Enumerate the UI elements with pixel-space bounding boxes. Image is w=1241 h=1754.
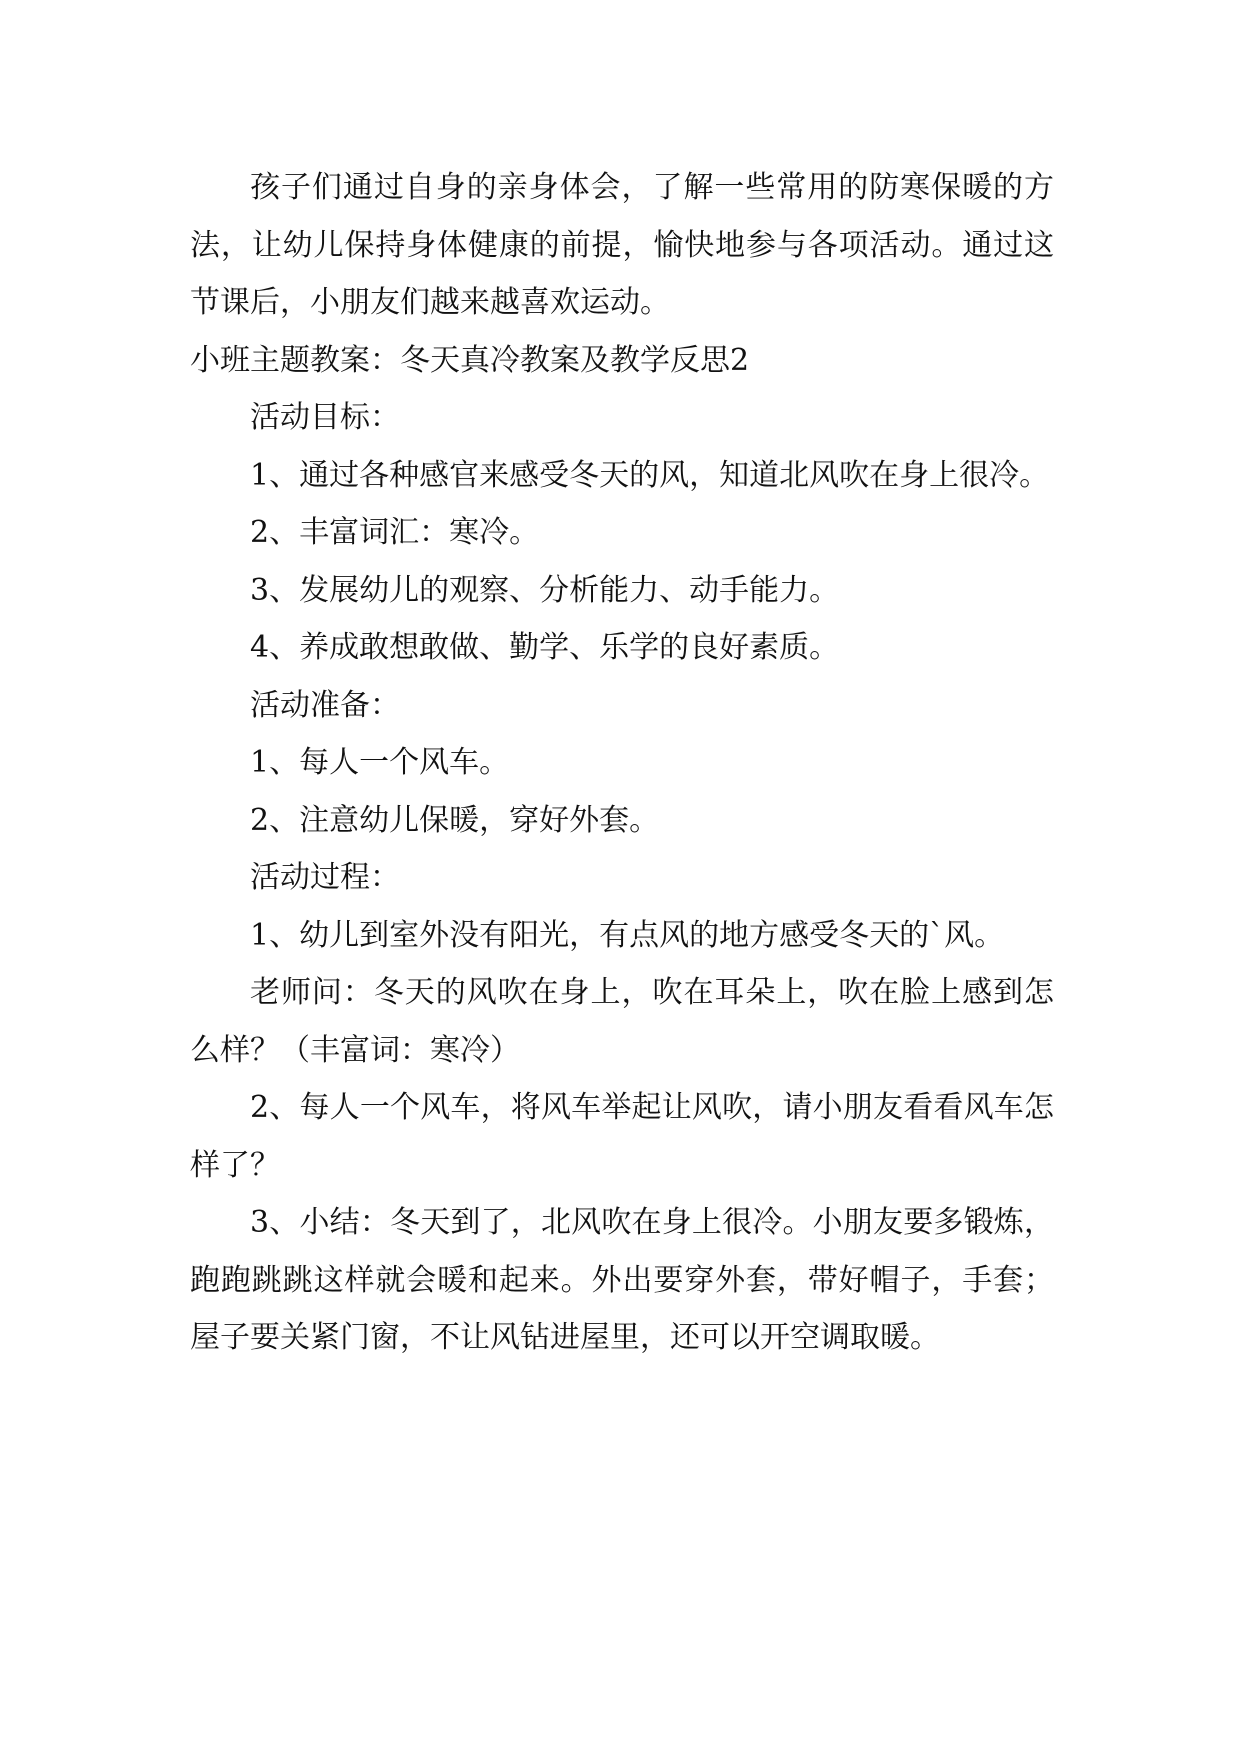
process-step-1: 1、幼儿到室外没有阳光，有点风的地方感受冬天的`风。 bbox=[250, 917, 1005, 953]
heading-activity-process: 活动过程： bbox=[250, 860, 400, 895]
goal-item-3: 3、发展幼儿的观察、分析能力、动手能力。 bbox=[250, 572, 840, 608]
process-step-2: 2、每人一个风车，将风车举起让风吹，请小朋友看看风车怎样了？ bbox=[190, 1090, 1054, 1183]
heading-activity-preparation: 活动准备： bbox=[250, 687, 400, 723]
heading-activity-goals: 活动目标： bbox=[250, 400, 400, 435]
paragraph-intro-summary: 孩子们通过自身的亲身体会，了解一些常用的防寒保暖的方法，让幼儿保持身体健康的前提，愉快地参与各项活动。通过这节课后，小朋友们越来越喜欢运动。 bbox=[190, 170, 1054, 320]
goal-item-1: 1、通过各种感官来感受冬天的风，知道北风吹在身上很冷。 bbox=[250, 457, 1050, 493]
preparation-item-2: 2、注意幼儿保暖，穿好外套。 bbox=[250, 802, 660, 838]
goal-item-4: 4、养成敢想敢做、勤学、乐学的良好素质。 bbox=[250, 630, 840, 665]
preparation-item-1: 1、每人一个风车。 bbox=[250, 745, 510, 780]
section-title: 小班主题教案：冬天真冷教案及教学反思2 bbox=[190, 342, 750, 378]
process-step-3-summary: 3、小结：冬天到了，北风吹在身上很冷。小朋友要多锻炼，跑跑跳跳这样就会暖和起来。外出要穿外套，带好帽子，手套；屋子要关紧门窗，不让风钻进屋里，还可以开空调取暖。 bbox=[190, 1205, 1054, 1355]
document-body bbox=[190, 159, 1054, 1367]
goal-item-2: 2、丰富词汇：寒冷。 bbox=[250, 515, 540, 550]
teacher-question: 老师问：冬天的风吹在身上，吹在耳朵上，吹在脸上感到怎么样？（丰富词：寒冷） bbox=[190, 975, 1054, 1068]
